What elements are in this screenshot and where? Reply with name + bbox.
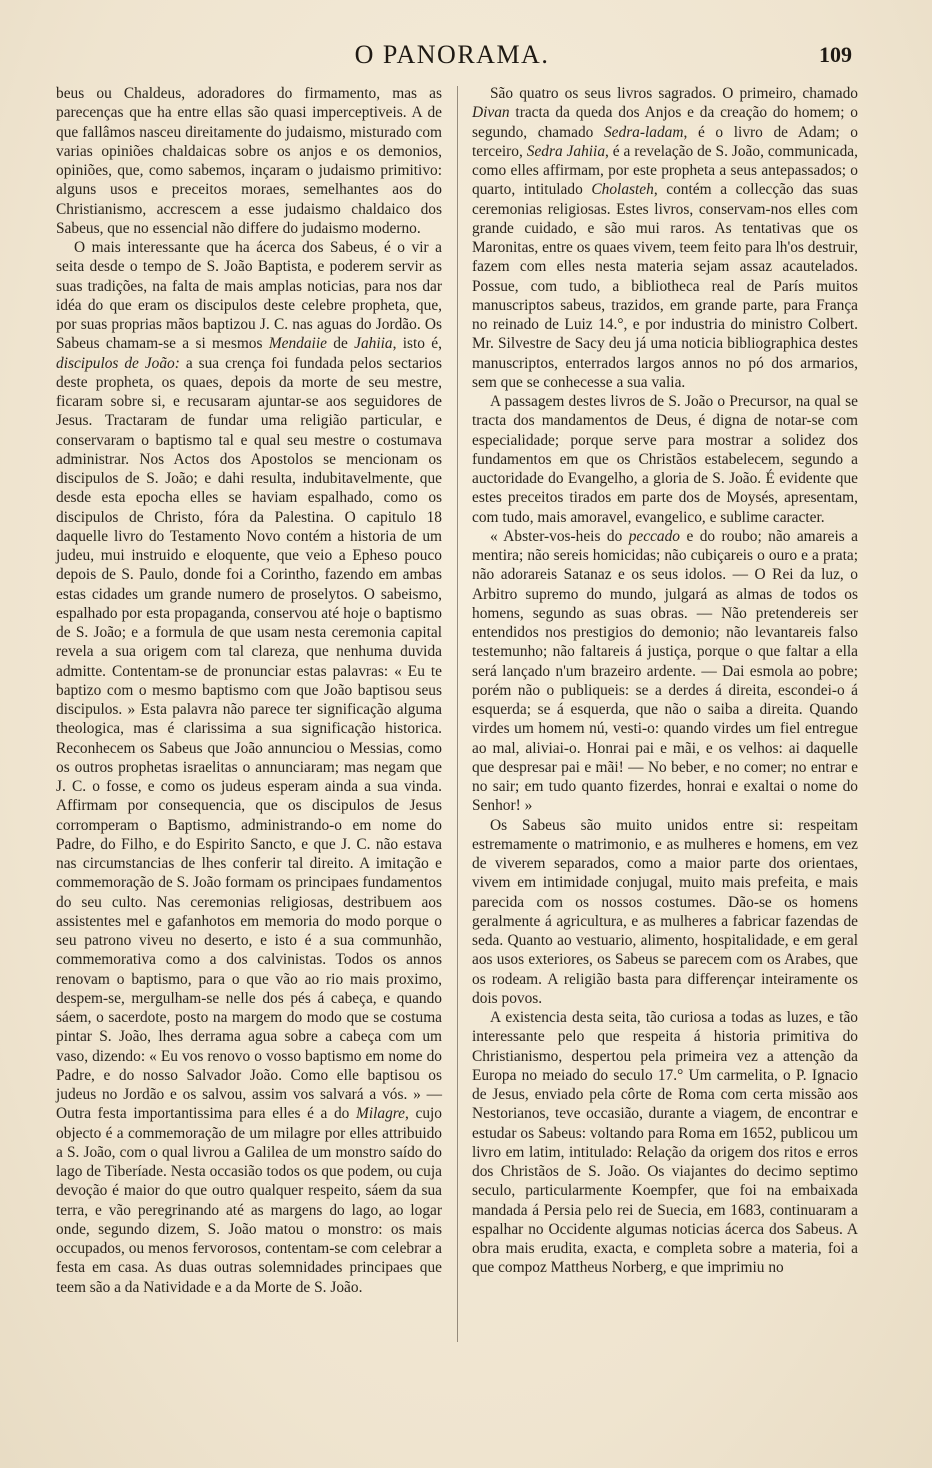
paragraph <box>472 392 858 527</box>
column-divider <box>457 86 458 1342</box>
text-run: , contém a collecção das suas ceremonias religiosas. Estes livros, conservam-nos elles com grande cuidado, e são mui raros. As tentativas que os Maronitas, entre os quaes vivem, teem feito para lh'os destruir, fazem com elles nesta materia sejam assaz acautelados. Possue, com tudo, a bibliotheca real de París muitos manuscriptos sabeus, trazidos, em grande parte, para França no reinado de Luiz 14.°, e por industria do ministro Colbert. Mr. Silvestre de Sacy deu já uma noticia bibliographica destes manuscriptos, enterrados largos annos no pó dos armarios, sem que se conhecesse a sua valia. <box>472 181 858 391</box>
text-run: A existencia desta seita, tão curiosa a todas as luzes, e tão interessante pelo que respeita á historia primitiva do Christianismo, despertou pela primeira vez a attenção da Europa no meiado do seculo 17.° Um carmelita, o P. Ignacio de Jesus, enviado pela côrte de Roma com certa missão aos Nestorianos, teve occasião, durante a viagem, de encontrar e estudar os Sabeus: voltando para Roma em 1652, publicou um livro em latim, intitulado: Relação da origem dos ritos e erros dos Christãos de S. João. Os viajantes do decimo septimo seculo, particularmente Koempfer, que foi na embaixada mandada á Persia pelo rei de Suecia, em 1683, continuaram a espalhar no Occidente algumas noticias ácerca dos Sabeus. A obra mais erudita, exacta, e completa sobre a materia, foi a que compoz Mattheus Norberg, e que imprimiu no <box>472 1009 858 1277</box>
page-number: 109 <box>819 42 852 67</box>
italic-term: Sedra Jahiia <box>526 142 606 160</box>
right-column <box>472 84 858 1278</box>
text-run: beus ou Chaldeus, adoradores do firmamento, mas as parecenças que ha entre ellas são quasi imperceptiveis. A de que fallâmos nasceu direitamente do judaismo, misturado com varias opiniões chaldaicas sobre os anjos e os demonios, opiniões, que, como sabemos, inçaram o judaismo primitivo: alguns usos e preceitos moraes, semelhantes aos do Christianismo, accrescem a esse judaismo chaldaico dos Sabeus, que no essencial não differe do judaismo moderno. <box>56 85 442 237</box>
italic-term: Milagre <box>356 1105 406 1123</box>
text-run: , cujo objecto é a commemoração de um milagre por elles attribuido a S. João, com o qual livrou a Galilea de um monstro saído do lago de Tiberíade. Nesta occasião todos os que podem, ou cuja devoção é maior do que outro qualquer respeito, sáem da sua terra, e vão peregrinando até as margens do lago, ao logar onde, segundo dizem, S. João matou o monstro: os mais occupados, ou menos fervorosos, contentam-se com celebrar a festa em casa. As duas outras solemnidades principaes que teem são a da Natividade e a da Morte de S. João. <box>56 1105 442 1296</box>
text-run: , isto é, <box>392 335 442 353</box>
italic-term: Jahiia <box>354 335 393 353</box>
italic-term: Mendaiie <box>268 335 327 353</box>
text-run: A passagem destes livros de S. João o Precursor, na qual se tracta dos mandamentos de Deus, é digna de notar-se com especialidade; porque serve para mostrar a solidez dos fundamentos em que os Christãos estabelecem, segundo a auctoridade do Evangelho, a gloria de S. João. É evidente que estes preceitos tirados em parte dos de Moysés, apresentam, com tudo, mais amoravel, evangelico, e sublime caracter. <box>472 393 858 526</box>
text-run: « Abster-vos-heis do <box>490 527 629 545</box>
text-run: , é o livro de Adam; o terceiro, <box>472 123 858 160</box>
text-run: Os Sabeus são muito unidos entre si: respeitam estremamente o matrimonio, e as mulheres e homens, em vez de viverem separados, como a maior parte dos orientaes, vivem em intimidade conjugal, muito mais prefeita, e mais parecida com os nossos costumes. Dão-se os homens geralmente á agricultura, e as mulheres a fabricar fazendas de seda. Quanto ao vestuario, alimento, hospitalidade, e em geral aos usos exteriores, os Sabeus se parecem com os Arabes, que os rodeam. A religião basta para differençar inteiramente os dois povos. <box>472 816 858 1007</box>
italic-term: Divan <box>472 104 510 122</box>
paragraph <box>56 238 442 1297</box>
text-run: de <box>326 335 355 353</box>
text-run: , é a revelação de S. João, communicada, como elles affirmam, por este propheta a seus antepassados; o quarto, intitulado <box>472 142 858 199</box>
italic-term: peccado <box>628 527 680 545</box>
paragraph <box>472 816 858 1009</box>
text-run: e do roubo; não amareis a mentira; não sereis homicidas; não cubiçareis o ouro e a prata; não adorareis Satanaz e os seus idolos. — O Rei da luz, o Arbitro supremo do mundo, julgará as almas de todos os homens, segundo as suas obras. — Não pretendereis ser entendidos nos prestigios do demonio; não levantareis falso testemunho; não faltareis á justiça, porque o que faltar a ella será lançado n'um brazeiro ardente. — Dai esmola ao pobre; porém não o publiqueis: se a derdes á direita, escondei-o á esquerda; se á esquerda, que não o saiba a direita. Quando virdes um homem nú, vesti-o: quando virdes um fiel entregue ao mal, aliviai-o. Honrai pai e mãi, e os velhos: ai daquelle que despresar pai e mãi! — No beber, e no comer; no entrar e no sair; em tudo quanto fizerdes, honrai e exaltai o nome do Senhor! » <box>472 527 858 815</box>
paragraph <box>472 1008 858 1278</box>
italic-term: discipulos de João: <box>56 354 180 372</box>
text-run: São quatro os seus livros sagrados. O primeiro, chamado <box>490 85 858 102</box>
left-column <box>56 84 442 1297</box>
text-run: tracta da queda dos Anjos e da creação do homem; o segundo, chamado <box>472 104 858 141</box>
text-run: a sua crença foi fundada pelos sectarios deste propheta, os quaes, depois da morte de seu mestre, ficaram sobre si, e recusaram ajuntar-se aos seguidores de Jesus. Tractaram de fundar uma religião particular, e conservaram o baptismo tal e qual seu mestre o costumava administrar. Nos Actos dos Apostolos se mencionam os discipulos de S. João; e dahi resulta, indubitavelmente, que desde esta epocha elles se haviam espalhado, como os discipulos de Christo, fóra da Palestina. O capitulo 18 daquelle livro do Testamento Novo contém a historia de um judeu, mui instruido e eloquente, que veio a Epheso pouco depois de S. Paulo, donde foi a Corintho, fazendo em ambas estas cidades um grande numero de proselytos. O sabeismo, espalhado por esta propaganda, conservou até hoje o baptismo de S. João; e a formula de que usam nesta ceremonia capital revela a sua origem com tal clareza, que nenhuma duvida admitte. Contentam-se de pronunciar estas palavras: « Eu te baptizo com o mesmo baptismo com que João baptisou seus discipulos. » Esta palavra não parece ter significação alguma theologica, mas é clarissima a sua significação historica. Reconhecem os Sabeus que João annunciou o Messias, como os outros prophetas israelitas o annunciaram; mas negam que J. C. o fosse, e como os judeus esperam ainda a sua vinda. Affirmam por consequencia, que os discipulos de Jesus corromperam o Baptismo, administrando-o em nome do Padre, do Filho, e do Espirito Sancto, e que J. C. não estava nas circumstancias de lhes conferir tal direito. A imitação e commemoração de S. João formam os principaes fundamentos do seu culto. Nas ceremonias religiosas, destribuem aos assistentes mel e gafanhotos em memoria do modo porque o seu patrono viveu no deserto, e isto é a sua communhão, commemorativa como a dos calvinistas. Todos os annos renovam o baptismo, para o que vão ao rio mais proximo, despem-se, mergulham-se nelle dos pés á cabeça, e quando sáem, o sacerdote, posto na margem do modo que se costuma pintar S. João, lhes derrama agua sobre a cabeça com um vaso, dizendo: « Eu vos renovo o vosso baptismo em nome do Padre, e do nosso Salvador João. Como elle baptisou os judeus no Jordão e os salvou, assim vos salvará a vós. » — Outra festa importantissima para elles é a do <box>56 354 442 1123</box>
journal-title: O PANORAMA. <box>354 40 550 69</box>
paragraph <box>56 84 442 238</box>
text-run: O mais interessante que ha ácerca dos Sabeus, é o vir a seita desde o tempo de S. João Baptista, e poderem servir as suas tradições, na falta de mais amplas noticias, para nos dar idéa do que eram os discipulos deste celebre propheta, que, por suas proprias mãos baptizou J. C. nas aguas do Jordão. Os Sabeus chamam-se a si mesmos <box>56 239 442 353</box>
italic-term: Sedra-ladam <box>603 123 684 141</box>
paragraph <box>472 84 858 392</box>
paragraph <box>472 527 858 816</box>
page-header <box>52 40 852 80</box>
italic-term: Cholasteh <box>591 181 654 199</box>
